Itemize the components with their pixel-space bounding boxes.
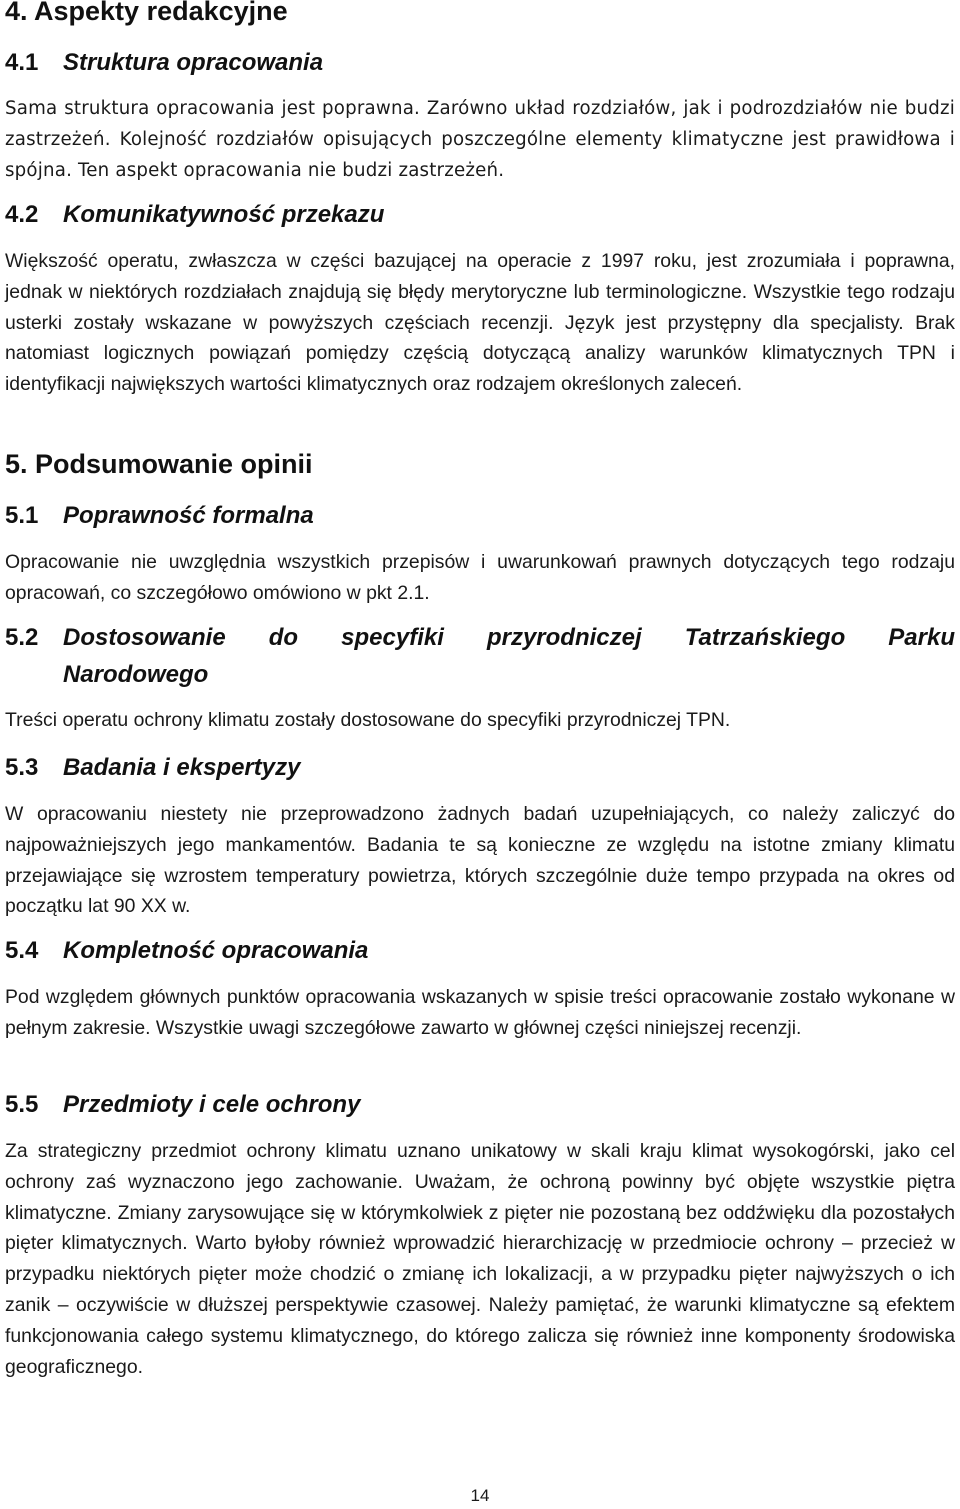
subsection-title: Komunikatywność przekazu — [63, 201, 385, 228]
subsection-number: 4.1 — [5, 49, 39, 76]
subsection-number: 5.5 — [5, 1091, 39, 1118]
subsection-title: Struktura opracowania — [63, 49, 324, 76]
subsection-5-3-heading — [5, 750, 955, 786]
subsection-number: 5.2 — [5, 624, 39, 651]
subsection-5-3-paragraph: W opracowaniu niestety nie przeprowadzono żadnych badań uzupełniających, co należy zaliczyć do najpoważniejszych jego mankamentów. Badania te są konieczne ze względu na istotne zmiany klimatu przejawiające się wzrostem temperatury powietrza, których szczególnie duże tempo przypada na okres od początku lat 90 XX w. — [5, 803, 955, 918]
subsection-title: Badania i ekspertyzy — [63, 754, 301, 781]
subsection-title: Poprawność formalna — [63, 502, 314, 529]
subsection-number: 4.2 — [5, 201, 39, 228]
subsection-5-4-heading — [5, 933, 955, 969]
subsection-5-1-paragraph: Opracowanie nie uwzględnia wszystkich przepisów i uwarunkowań prawnych dotyczących tego rodzaju opracowań, co szczegółowo omówiono w pkt 2.1. — [5, 551, 955, 604]
section-5-heading: 5. Podsumowanie opinii — [5, 449, 313, 479]
subsection-title: Dostosowanie do specyfiki przyrodniczej Tatrzańskiego Parku — [63, 624, 955, 651]
subsection-number: 5.1 — [5, 502, 39, 529]
subsection-4-1-paragraph: Sama struktura opracowania jest poprawna. Zarówno układ rozdziałów, jak i podrozdziałów nie budzi zastrzeżeń. Kolejność rozdziałów opisujących poszczególne elementy klimatyczne jest prawidłowa i spójna. Ten aspekt opracowania nie budzi zastrzeżeń. — [5, 98, 955, 181]
subsection-5-4-paragraph: Pod względem głównych punktów opracowania wskazanych w spisie treści opracowanie zostało wykonane w pełnym zakresie. Wszystkie uwagi szczegółowe zawarto w głównej części niniejszej recenzji. — [5, 986, 955, 1039]
subsection-number: 5.4 — [5, 937, 39, 964]
subsection-title: Kompletność opracowania — [63, 937, 369, 964]
subsection-5-2-heading — [5, 620, 955, 656]
section-4-heading: 4. Aspekty redakcyjne — [5, 0, 288, 26]
subsection-5-1-heading — [5, 498, 955, 534]
subsection-5-5-heading — [5, 1087, 955, 1123]
subsection-4-2-heading — [5, 197, 955, 233]
subsection-5-5-paragraph: Za strategiczny przedmiot ochrony klimatu uznano unikatowy w skali kraju klimat wysokogórski, jako cel ochrony zaś wyznaczono jego zachowanie. Uważam, że ochroną powinny być objęte wszystkie piętra klimatyczne. Zmiany zarysowujące się w którymkolwiek z pięter nie pozostaną bez oddźwięku dla pozostałych pięter klimatycznych. Warto byłoby również wprowadzić hierarchizację w przedmiocie ochrony – przecież w przypadku niektórych pięter może chodzić o zmianę ich lokalizacji, a w przypadku pięter najwyższych o ich zanik – oczywiście w dłuższej perspektywie czasowej. Należy pamiętać, że warunki klimatyczne są efektem funkcjonowania całego systemu klimatycznego, do którego zalicza się również inne komponenty środowiska geograficznego. — [5, 1140, 955, 1378]
subsection-number: 5.3 — [5, 754, 39, 781]
subsection-4-1-heading — [5, 45, 955, 81]
subsection-4-2-paragraph: Większość operatu, zwłaszcza w części bazującej na operacie z 1997 roku, jest zrozumiała i poprawna, jednak w niektórych rozdziałach znajdują się błędy merytoryczne lub terminologiczne. Wszystkie tego rodzaju usterki zostały wskazane w powyższych częściach recenzji. Język jest przystępny dla specjalisty. Brak natomiast logicznych powiązań pomiędzy częścią dotyczącą analizy warunków klimatycznych TPN i identyfikacji największych wartości klimatycznych oraz rodzajem określonych zaleceń. — [5, 250, 955, 396]
subsection-5-2-paragraph: Treści operatu ochrony klimatu zostały dostosowane do specyfiki przyrodniczej TPN. — [5, 709, 731, 731]
page-number: 14 — [470, 1486, 490, 1505]
subsection-title: Przedmioty i cele ochrony — [63, 1091, 361, 1118]
subsection-5-2-heading-continuation: Narodowego — [63, 661, 209, 688]
